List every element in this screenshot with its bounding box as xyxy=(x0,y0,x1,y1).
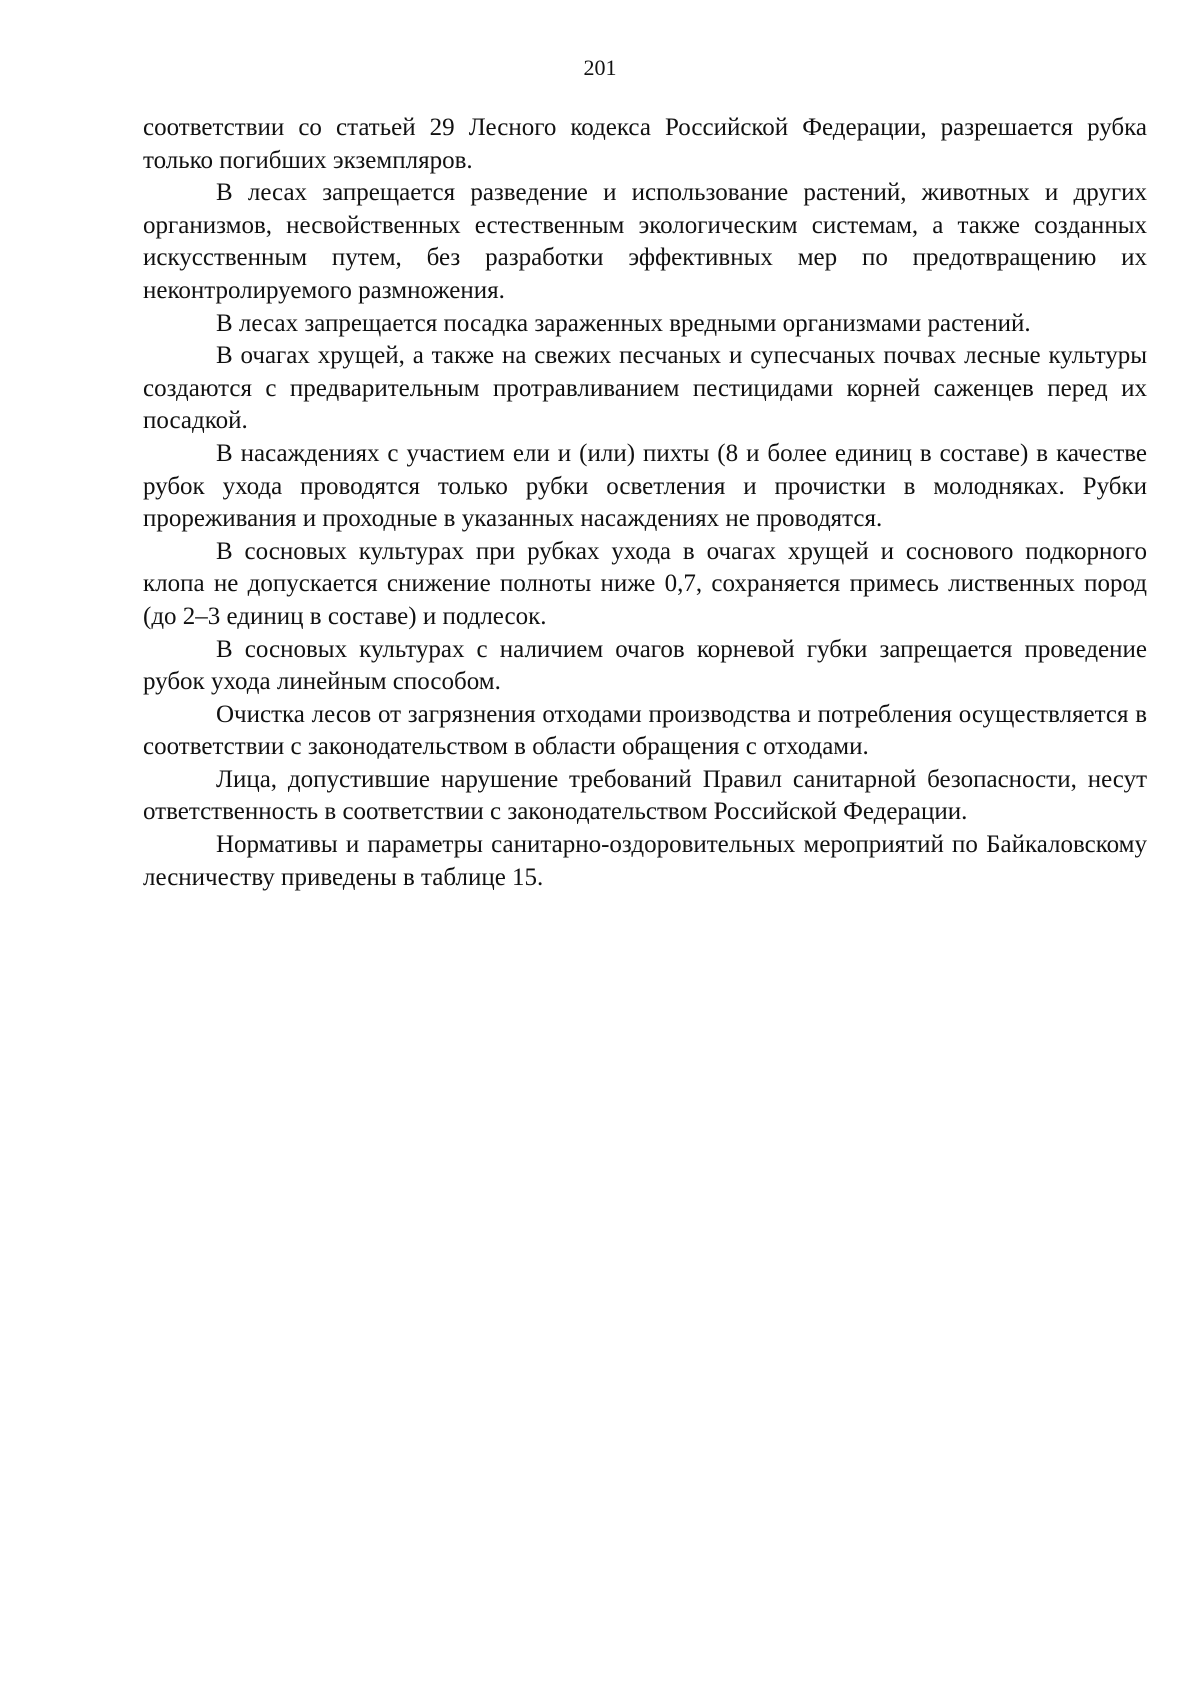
paragraph: В насаждениях с участием ели и (или) пихты (8 и более единиц в составе) в качестве рубок ухода проводятся только рубки осветления и прочистки в молодняках. Рубки прореживания и проходные в указанных насаждениях не проводятся. xyxy=(143,439,1147,533)
paragraph: Очистка лесов от загрязнения отходами производства и потребления осуществляется в соответствии с законодательством в области обращения с отходами. xyxy=(143,700,1147,761)
paragraph: В лесах запрещается разведение и использование растений, животных и других организмов, несвойственных естественным экологическим системам, а также созданных искусственным путем, без разработки эффективных мер по предотвращению их неконтролируемого размножения. xyxy=(143,179,1147,304)
document-body xyxy=(143,112,1147,894)
page-number: 201 xyxy=(583,55,617,80)
paragraph: В лесах запрещается посадка зараженных вредными организмами растений. xyxy=(216,309,1031,337)
paragraph: В сосновых культурах с наличием очагов корневой губки запрещается проведение рубок ухода линейным способом. xyxy=(143,635,1147,696)
paragraph: Нормативы и параметры санитарно-оздоровительных мероприятий по Байкаловскому лесничеству приведены в таблице 15. xyxy=(143,831,1147,891)
paragraph: Лица, допустившие нарушение требований Правил санитарной безопасности, несут ответственность в соответствии с законодательством Российской Федерации. xyxy=(143,765,1147,826)
paragraph-continuation: соответствии со статьей 29 Лесного кодекса Российской Федерации, разрешается рубка только погибших экземпляров. xyxy=(143,114,1147,174)
paragraph: В очагах хрущей, а также на свежих песчаных и супесчаных почвах лесные культуры создаются с предварительным протравливанием пестицидами корней саженцев перед их посадкой. xyxy=(143,342,1147,435)
paragraph: В сосновых культурах при рубках ухода в очагах хрущей и соснового подкорного клопа не допускается снижение полноты ниже 0,7, сохраняется примесь лиственных пород (до 2–3 единиц в составе) и подлесок. xyxy=(143,537,1147,630)
